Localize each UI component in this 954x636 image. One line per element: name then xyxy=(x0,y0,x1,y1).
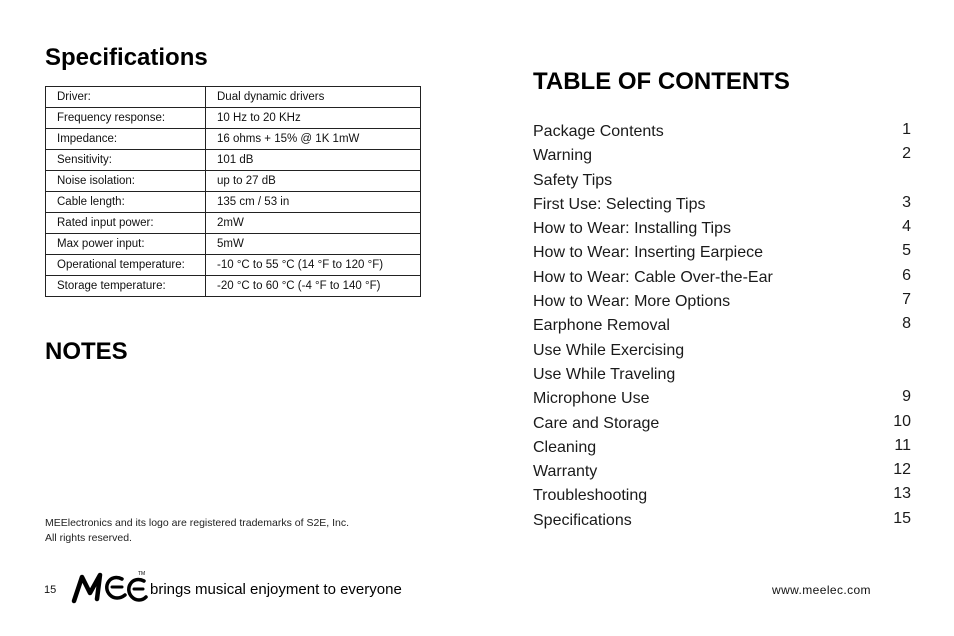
toc-item xyxy=(533,266,911,290)
spec-row xyxy=(46,87,421,108)
toc-item-page: 13 xyxy=(893,485,911,503)
spec-row xyxy=(46,171,421,192)
toc-item xyxy=(533,339,911,363)
toc-item xyxy=(533,144,911,168)
toc-item-page: 9 xyxy=(902,388,911,406)
toc-item xyxy=(533,120,911,144)
rights-line: All rights reserved. xyxy=(45,532,132,544)
spec-value: Dual dynamic drivers xyxy=(206,87,421,108)
spec-value: 135 cm / 53 in xyxy=(206,192,421,213)
spec-row xyxy=(46,129,421,150)
toc-item-page: 1 xyxy=(902,121,911,138)
spec-row xyxy=(46,108,421,129)
toc-item-label: Warning xyxy=(533,147,592,165)
spec-label: Noise isolation: xyxy=(46,171,206,192)
toc-item xyxy=(533,436,911,460)
specifications-heading: Specifications xyxy=(45,44,208,71)
brand-tagline: brings musical enjoyment to everyone xyxy=(150,581,402,598)
page-number: 15 xyxy=(44,584,57,596)
toc-item-label: Troubleshooting xyxy=(533,487,648,505)
spec-value: 10 Hz to 20 KHz xyxy=(206,108,421,129)
spec-row xyxy=(46,276,421,297)
toc-item xyxy=(533,169,911,193)
toc-item xyxy=(533,217,911,241)
toc-item-label: How to Wear: Cable Over-the-Ear xyxy=(533,268,773,286)
toc-list xyxy=(533,120,911,533)
toc-item-label: Care and Storage xyxy=(533,414,660,432)
toc-item xyxy=(533,484,911,508)
toc-item xyxy=(533,387,911,411)
notes-heading: NOTES xyxy=(45,338,128,365)
mee-logo xyxy=(70,569,148,609)
toc-item-page: 11 xyxy=(894,436,911,454)
spec-row xyxy=(46,255,421,276)
spec-label: Sensitivity: xyxy=(46,150,206,171)
spec-label: Storage temperature: xyxy=(46,276,206,297)
toc-item xyxy=(533,314,911,338)
spec-value: 101 dB xyxy=(206,150,421,171)
svg-text:TM: TM xyxy=(138,571,146,577)
toc-item-label: First Use: Selecting Tips xyxy=(533,195,706,213)
toc-item-label: Safety Tips xyxy=(533,171,613,189)
spec-value: up to 27 dB xyxy=(206,171,421,192)
spec-label: Impedance: xyxy=(46,129,206,150)
trademark-notice xyxy=(45,516,349,546)
toc-item-page: 5 xyxy=(902,242,911,260)
toc-item-label: Microphone Use xyxy=(533,390,650,408)
toc-item-label: Specifications xyxy=(533,511,632,529)
spec-value: 5mW xyxy=(206,234,421,255)
spec-label: Driver: xyxy=(46,87,206,108)
specifications-table xyxy=(45,86,421,297)
toc-item xyxy=(533,509,911,533)
toc-item-label: Cleaning xyxy=(533,438,597,456)
spec-label: Operational temperature: xyxy=(46,255,206,276)
toc-item xyxy=(533,290,911,314)
toc-item xyxy=(533,363,911,387)
spec-row xyxy=(46,213,421,234)
spec-value: -10 °C to 55 °C (14 °F to 120 °F) xyxy=(206,255,421,276)
toc-item-label: Warranty xyxy=(533,463,598,481)
spec-label: Max power input: xyxy=(46,234,206,255)
toc-item-label: How to Wear: Inserting Earpiece xyxy=(533,244,764,262)
toc-item-label: Use While Traveling xyxy=(533,365,676,383)
toc-item-page: 6 xyxy=(902,266,911,284)
spec-label: Frequency response: xyxy=(46,108,206,129)
trademark-line: MEElectronics and its logo are registered trademarks of S2E, Inc. xyxy=(45,517,350,529)
spec-label: Rated input power: xyxy=(46,213,206,234)
toc-item xyxy=(533,193,911,217)
spec-value: 2mW xyxy=(206,213,421,234)
toc-item-page: 7 xyxy=(902,291,911,309)
spec-value: 16 ohms + 15% @ 1K 1mW xyxy=(206,129,421,150)
toc-item-page: 10 xyxy=(893,412,911,430)
spec-label: Cable length: xyxy=(46,192,206,213)
toc-item-page: 12 xyxy=(893,461,911,479)
toc-item-page: 8 xyxy=(902,315,911,333)
spec-value: -20 °C to 60 °C (-4 °F to 140 °F) xyxy=(206,276,421,297)
spec-row xyxy=(46,192,421,213)
toc-item-page: 15 xyxy=(893,509,911,527)
toc-item-label: How to Wear: Installing Tips xyxy=(533,220,732,238)
toc-heading: TABLE OF CONTENTS xyxy=(533,68,790,95)
toc-item xyxy=(533,460,911,484)
toc-item-page: 4 xyxy=(902,218,911,236)
toc-item-label: Use While Exercising xyxy=(533,341,685,359)
website-url: www.meelec.com xyxy=(772,583,871,597)
toc-item-label: Package Contents xyxy=(533,123,664,140)
toc-item-label: How to Wear: More Options xyxy=(533,293,731,311)
toc-item-page: 3 xyxy=(902,193,911,211)
toc-item xyxy=(533,241,911,265)
toc-item-page: 2 xyxy=(902,145,911,163)
spec-row xyxy=(46,150,421,171)
spec-row xyxy=(46,234,421,255)
toc-item-label: Earphone Removal xyxy=(533,317,670,335)
toc-item xyxy=(533,412,911,436)
